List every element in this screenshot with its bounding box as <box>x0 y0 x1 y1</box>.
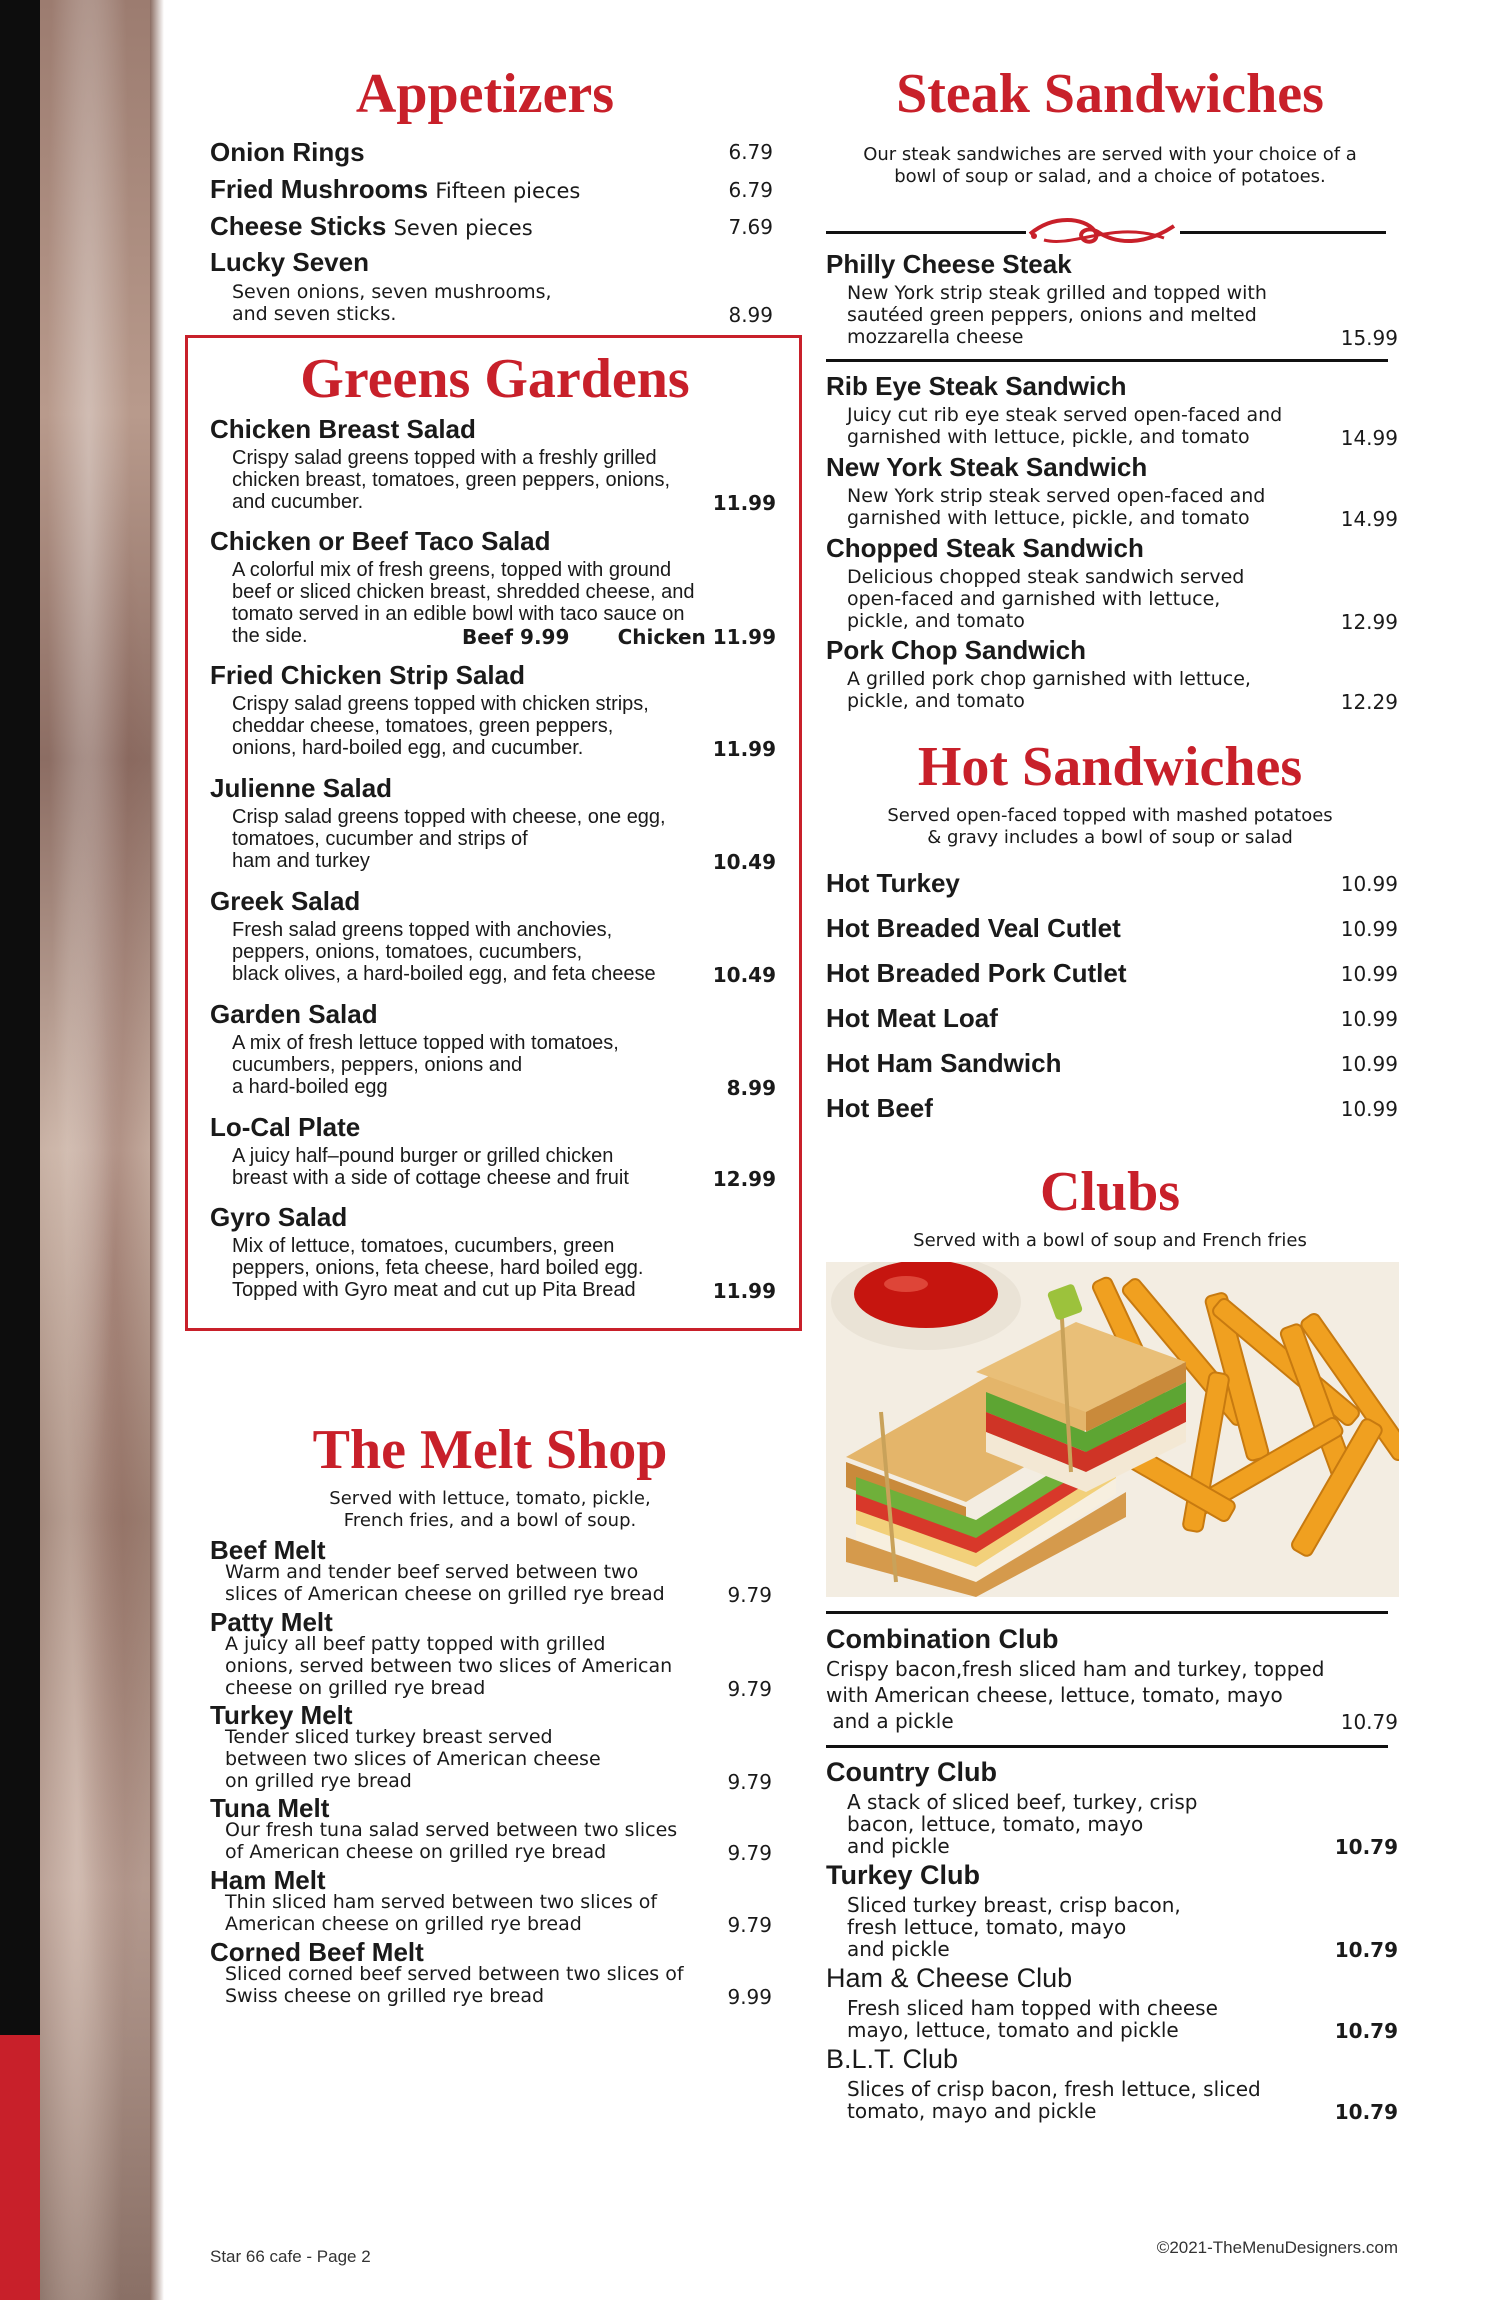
steak-sandwich-desc: New York strip steak served open-faced and <box>847 485 1266 507</box>
melt-shop-subtitle: Served with lettuce, tomato, pickle, <box>329 1488 651 1509</box>
salad-desc: tomato served in an edible bowl with taco sauce on <box>232 603 685 625</box>
steak-sandwich-price: 14.99 <box>1340 507 1398 531</box>
melt-desc: American cheese on grilled rye bread <box>225 1913 582 1935</box>
steak-sandwich-desc: Delicious chopped steak sandwich served <box>847 566 1245 588</box>
salad-desc: the side. <box>232 625 308 647</box>
divider-line <box>826 1611 1388 1614</box>
salad-desc: cucumbers, peppers, onions and <box>232 1054 523 1076</box>
melt-price: 9.79 <box>727 1677 772 1701</box>
melt-price: 9.79 <box>727 1841 772 1865</box>
salad-desc: Crispy salad greens topped with chicken strips, <box>232 693 649 715</box>
salad-desc: Fresh salad greens topped with anchovies, <box>232 919 613 941</box>
melt-name: Ham Melt <box>210 1865 326 1895</box>
hot-sandwich-name: Hot Ham Sandwich <box>826 1048 1062 1078</box>
salad-desc: beef or sliced chicken breast, shredded cheese, and <box>232 581 695 603</box>
steak-sandwich-desc: open-faced and garnished with lettuce, <box>847 588 1221 610</box>
hot-sandwich-price: 10.99 <box>1340 962 1398 986</box>
appetizer-price: 7.69 <box>728 215 773 239</box>
melt-desc: Thin sliced ham served between two slices of <box>225 1891 658 1913</box>
salad-name: Chicken Breast Salad <box>210 414 476 444</box>
salad-name: Garden Salad <box>210 999 378 1029</box>
melt-desc: of American cheese on grilled rye bread <box>225 1841 607 1863</box>
salad-desc: Mix of lettuce, tomatoes, cucumbers, green <box>232 1235 615 1257</box>
melt-price: 9.79 <box>727 1583 772 1607</box>
salad-price: 11.99 <box>712 737 776 761</box>
club-sandwich-illustration <box>826 1262 1399 1597</box>
club-price: 10.79 <box>1334 1938 1398 1962</box>
steak-sandwich-name: Rib Eye Steak Sandwich <box>826 371 1127 401</box>
appetizer-name: Cheese Sticks Seven pieces <box>210 211 533 241</box>
divider-line <box>826 1745 1388 1748</box>
club-name <box>826 2044 958 2075</box>
appetizer-name: Onion Rings <box>210 137 365 167</box>
melt-name: Turkey Melt <box>210 1700 353 1730</box>
footer-page-label: Star 66 cafe - Page 2 <box>210 2247 371 2266</box>
melt-price: 9.79 <box>727 1913 772 1937</box>
melt-desc: slices of American cheese on grilled rye bread <box>225 1583 665 1605</box>
hot-sandwich-name: Hot Breaded Pork Cutlet <box>826 958 1127 988</box>
melt-desc: cheese on grilled rye bread <box>225 1677 486 1699</box>
melt-desc: Swiss cheese on grilled rye bread <box>225 1985 545 2007</box>
divider-line-right <box>1180 231 1386 234</box>
melt-name: Patty Melt <box>210 1607 333 1637</box>
salad-desc: tomatoes, cucumber and strips of <box>232 828 528 850</box>
melt-name: Corned Beef Melt <box>210 1937 424 1967</box>
club-name-text: B.L.T. Club <box>826 2044 959 2074</box>
club-name-text: Ham & Cheese Club <box>826 1963 1073 1993</box>
salad-desc: Crispy salad greens topped with a freshly grilled <box>232 447 657 469</box>
steak-sandwich-price: 15.99 <box>1340 326 1398 350</box>
hot-sandwich-price: 10.99 <box>1340 917 1398 941</box>
club-desc: with American cheese, lettuce, tomato, mayo <box>826 1683 1283 1707</box>
melt-desc: Tender sliced turkey breast served <box>225 1726 553 1748</box>
melt-desc: between two slices of American cheese <box>225 1748 601 1770</box>
melt-desc: Our fresh tuna salad served between two slices <box>225 1819 678 1841</box>
salad-name: Lo-Cal Plate <box>210 1112 361 1142</box>
greens-gardens-title: Greens Gardens <box>300 348 690 410</box>
hot-subtitle: Served open-faced topped with mashed potatoes <box>887 805 1333 826</box>
salad-desc: Topped with Gyro meat and cut up Pita Bread <box>232 1279 636 1301</box>
club-desc: A stack of sliced beef, turkey, crisp <box>847 1790 1198 1814</box>
steak-sandwich-price: 12.99 <box>1340 610 1398 634</box>
hot-sandwich-name: Hot Turkey <box>826 868 960 898</box>
salad-name: Greek Salad <box>210 886 361 916</box>
appetizer-desc: Seven onions, seven mushrooms, <box>232 281 552 303</box>
steak-sandwich-desc: garnished with lettuce, pickle, and tomato <box>847 426 1250 448</box>
decorative-marble-strip <box>40 0 162 2300</box>
club-desc: Fresh sliced ham topped with cheese <box>847 1996 1218 2020</box>
salad-desc: and cucumber. <box>232 491 364 513</box>
flourish-ornament-icon <box>1024 208 1182 254</box>
steak-sandwich-desc: mozzarella cheese <box>847 326 1024 348</box>
club-name: Country Club <box>826 1757 997 1787</box>
salad-desc: chicken breast, tomatoes, green peppers, onions, <box>232 469 671 491</box>
salad-desc: onions, hard-boiled egg, and cucumber. <box>232 737 584 759</box>
salad-name: Fried Chicken Strip Salad <box>210 660 525 690</box>
melt-price: 9.99 <box>727 1985 772 2009</box>
salad-desc: A juicy half–pound burger or grilled chicken <box>232 1145 614 1167</box>
appetizer-name: Fried Mushrooms Fifteen pieces <box>210 174 581 204</box>
club-price: 10.79 <box>1334 2100 1398 2124</box>
footer-copyright: ©2021-TheMenuDesigners.com <box>1156 2238 1398 2257</box>
hot-sandwich-price: 10.99 <box>1340 1007 1398 1031</box>
steak-sandwich-desc: garnished with lettuce, pickle, and tomato <box>847 507 1250 529</box>
club-price: 10.79 <box>1334 2019 1398 2043</box>
hot-sandwich-name: Hot Breaded Veal Cutlet <box>826 913 1121 943</box>
appetizer-price: 6.79 <box>728 178 773 202</box>
salad-desc: breast with a side of cottage cheese and fruit <box>232 1167 629 1189</box>
appetizer-price: 8.99 <box>728 303 773 327</box>
decorative-strip-edge <box>150 0 164 2300</box>
club-desc: tomato, mayo and pickle <box>847 2099 1097 2123</box>
melt-name: Tuna Melt <box>210 1793 330 1823</box>
steak-sandwiches-title: Steak Sandwiches <box>896 63 1324 125</box>
club-desc: fresh lettuce, tomato, mayo <box>847 1915 1127 1939</box>
salad-desc: A colorful mix of fresh greens, topped with ground <box>232 559 672 581</box>
steak-sandwich-desc: A grilled pork chop garnished with lettuce, <box>847 668 1251 690</box>
salad-desc: a hard-boiled egg <box>232 1076 388 1098</box>
steak-sandwich-desc: Juicy cut rib eye steak served open-faced and <box>847 404 1283 426</box>
salad-price: 8.99 <box>726 1076 776 1100</box>
steak-sandwich-price: 14.99 <box>1340 426 1398 450</box>
hot-sandwich-price: 10.99 <box>1340 1097 1398 1121</box>
salad-price: 10.49 <box>712 963 776 987</box>
salad-name: Chicken or Beef Taco Salad <box>210 526 551 556</box>
appetizer-note: Fifteen pieces <box>435 179 581 203</box>
salad-price-chicken: Chicken 11.99 <box>617 625 776 649</box>
salad-desc: black olives, a hard-boiled egg, and feta cheese <box>232 963 656 985</box>
steak-sandwich-name: Pork Chop Sandwich <box>826 635 1087 665</box>
appetizer-price: 6.79 <box>728 140 773 164</box>
melt-desc: Warm and tender beef served between two <box>225 1561 639 1583</box>
hot-sandwiches-title: Hot Sandwiches <box>917 736 1303 798</box>
steak-sandwich-name: Chopped Steak Sandwich <box>826 533 1144 563</box>
hot-subtitle: & gravy includes a bowl of soup or salad <box>927 827 1293 848</box>
salad-price: 11.99 <box>712 1279 776 1303</box>
club-desc: Slices of crisp bacon, fresh lettuce, sliced <box>847 2077 1261 2101</box>
melt-desc: onions, served between two slices of American <box>225 1655 673 1677</box>
salad-price: 10.49 <box>712 850 776 874</box>
salad-price: 12.99 <box>712 1167 776 1191</box>
steak-sandwich-desc: pickle, and tomato <box>847 610 1025 632</box>
hot-sandwich-name: Hot Meat Loaf <box>826 1003 998 1033</box>
steak-subtitle: bowl of soup or salad, and a choice of potatoes. <box>894 166 1326 187</box>
melt-name: Beef Melt <box>210 1535 326 1565</box>
club-desc: mayo, lettuce, tomato and pickle <box>847 2018 1179 2042</box>
hot-sandwich-price: 10.99 <box>1340 1052 1398 1076</box>
club-desc: and a pickle <box>826 1709 954 1733</box>
appetizer-desc: and seven sticks. <box>232 303 397 325</box>
appetizer-note: Seven pieces <box>393 216 533 240</box>
melt-shop-subtitle: French fries, and a bowl of soup. <box>343 1510 637 1531</box>
club-desc: Sliced turkey breast, crisp bacon, <box>847 1893 1181 1917</box>
hot-sandwich-name: Hot Beef <box>826 1093 933 1123</box>
steak-sandwich-desc: sautéed green peppers, onions and melted <box>847 304 1257 326</box>
club-name <box>826 1963 1072 1994</box>
hot-sandwich-price: 10.99 <box>1340 872 1398 896</box>
clubs-title: Clubs <box>1039 1161 1181 1223</box>
melt-desc: Sliced corned beef served between two slices of <box>225 1963 684 1985</box>
club-sandwich-photo <box>826 1262 1399 1597</box>
salad-desc: Crisp salad greens topped with cheese, one egg, <box>232 806 666 828</box>
club-desc: bacon, lettuce, tomato, mayo <box>847 1812 1144 1836</box>
club-desc: Crispy bacon,fresh sliced ham and turkey, topped <box>826 1657 1325 1681</box>
salad-name: Julienne Salad <box>210 773 393 803</box>
melt-desc: on grilled rye bread <box>225 1770 412 1792</box>
steak-sandwich-desc: pickle, and tomato <box>847 690 1025 712</box>
club-price: 10.79 <box>1334 1835 1398 1859</box>
melt-shop-title: The Melt Shop <box>312 1419 668 1481</box>
melt-price: 9.79 <box>727 1770 772 1794</box>
club-desc: and pickle <box>847 1937 950 1961</box>
steak-sandwich-desc: New York strip steak grilled and topped with <box>847 282 1267 304</box>
salad-desc: peppers, onions, tomatoes, cucumbers, <box>232 941 583 963</box>
clubs-subtitle: Served with a bowl of soup and French fries <box>913 1230 1307 1251</box>
club-name: Turkey Club <box>826 1860 981 1890</box>
melt-desc: A juicy all beef patty topped with grilled <box>225 1633 606 1655</box>
salad-desc: peppers, onions, feta cheese, hard boiled egg. <box>232 1257 644 1279</box>
steak-subtitle: Our steak sandwiches are served with your choice of a <box>863 144 1357 165</box>
salad-name: Gyro Salad <box>210 1202 348 1232</box>
divider-line-left <box>826 231 1026 234</box>
salad-desc: ham and turkey <box>232 850 370 872</box>
appetizer-name: Lucky Seven <box>210 247 369 277</box>
club-desc: and pickle <box>847 1834 950 1858</box>
salad-price-beef: Beef 9.99 <box>462 625 570 649</box>
steak-sandwich-name: Philly Cheese Steak <box>826 249 1072 279</box>
divider-line <box>826 359 1388 362</box>
salad-desc: A mix of fresh lettuce topped with tomatoes, <box>232 1032 619 1054</box>
salad-desc: cheddar cheese, tomatoes, green peppers, <box>232 715 614 737</box>
appetizers-title: Appetizers <box>355 63 615 125</box>
club-name: Combination Club <box>826 1624 1059 1654</box>
salad-price: 11.99 <box>712 491 776 515</box>
club-price: 10.79 <box>1340 1710 1398 1734</box>
steak-sandwich-name: New York Steak Sandwich <box>826 452 1148 482</box>
steak-sandwich-price: 12.29 <box>1340 690 1398 714</box>
